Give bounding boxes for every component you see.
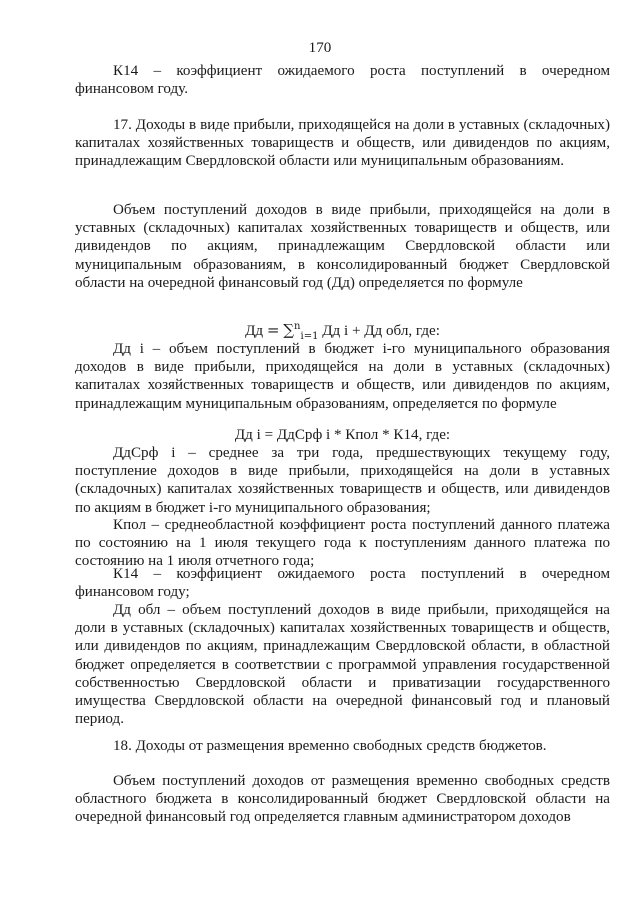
section-heading-text: 18. Доходы от размещения временно свободных средств бюджетов.	[113, 738, 547, 754]
section-17-heading	[75, 116, 610, 171]
definition-ddsrf-i	[75, 444, 610, 517]
paragraph-text: ДдСрф i – среднее за три года, предшествующих текущему году, поступление доходов в виде прибыли, приходящейся на доли в уставных (складочных) капиталах хозяйственных товариществ и обществ, или дивидендов по акциям в бюджет i-го муниципального образования;	[75, 445, 610, 516]
section-18-intro-paragraph	[75, 772, 610, 827]
formula-dd-i: Дд i = ДдСрф i * Кпол * К14, где:	[234, 427, 451, 443]
formula-lhs: Дд	[245, 323, 264, 339]
formula-sum-upper: n	[294, 320, 301, 332]
formula-rhs: Дд i + Дд обл, где:	[318, 323, 440, 339]
paragraph-text: Объем поступлений доходов в виде прибыли, приходящейся на доли в уставных (складочных) капиталах хозяйственных товариществ и обществ, или дивидендов по акциям, принадлежащим Свердловской области или муниципальным образованиям, в консолидированный бюджет Свердловской области на очередной финансовый год (Дд) определяется по формуле	[75, 202, 610, 291]
paragraph-text: Объем поступлений доходов от размещения временно свободных средств областного бюджета в консолидированный бюджет Свердловской области на очередной финансовый год определяется главным администратором доходов	[75, 773, 610, 826]
definition-k14	[75, 565, 610, 601]
page-number: 170	[308, 40, 332, 56]
paragraph-text: Дд обл – объем поступлений доходов в виде прибыли, приходящейся на доли в уставных (складочных) капиталах хозяйственных товариществ и обществ, или дивидендов по акциям, принадлежащим Свердловской области, в областной бюджет определяется в соответствии с программой управления государственной собственностью Свердловской области и приватизации государственного имущества Свердловской области на очередной финансовый год и плановый период.	[75, 602, 610, 728]
formula-dd-total	[75, 320, 610, 343]
definition-dd-i	[75, 340, 610, 413]
formula-equals: =	[266, 321, 280, 339]
section-18-heading	[75, 737, 610, 755]
definition-dd-obl	[75, 601, 610, 728]
paragraph-text: Кпол – среднеобластной коэффициент роста поступлений данного платежа по состоянию на 1 июля текущего года к поступлениям данного платежа по состоянию на 1 июля отчетного года;	[75, 517, 610, 570]
section-17-intro-paragraph	[75, 201, 610, 292]
formula-sum-symbol: ∑	[283, 321, 295, 339]
paragraph-k14-definition	[75, 62, 610, 98]
formula-sum-lower: i=1	[300, 331, 319, 343]
paragraph-text: Дд i – объем поступлений в бюджет i-го муниципального образования доходов в виде прибыли, приходящейся на доли в уставных (складочных) капиталах хозяйственных товариществ и обществ, или дивидендов по акциям, принадлежащим муниципальным образованиям, определяется по формуле	[75, 341, 610, 412]
paragraph-text: К14 – коэффициент ожидаемого роста поступлений в очередном финансовом году;	[75, 566, 610, 601]
definition-kpol	[75, 516, 610, 571]
section-heading-text: 17. Доходы в виде прибыли, приходящейся на доли в уставных (складочных) капиталах хозяйственных товариществ и обществ, или дивидендов по акциям, принадлежащим Свердловской области или муниципальным образованиям.	[75, 117, 610, 170]
paragraph-text: К14 – коэффициент ожидаемого роста поступлений в очередном финансовом году.	[75, 63, 610, 98]
